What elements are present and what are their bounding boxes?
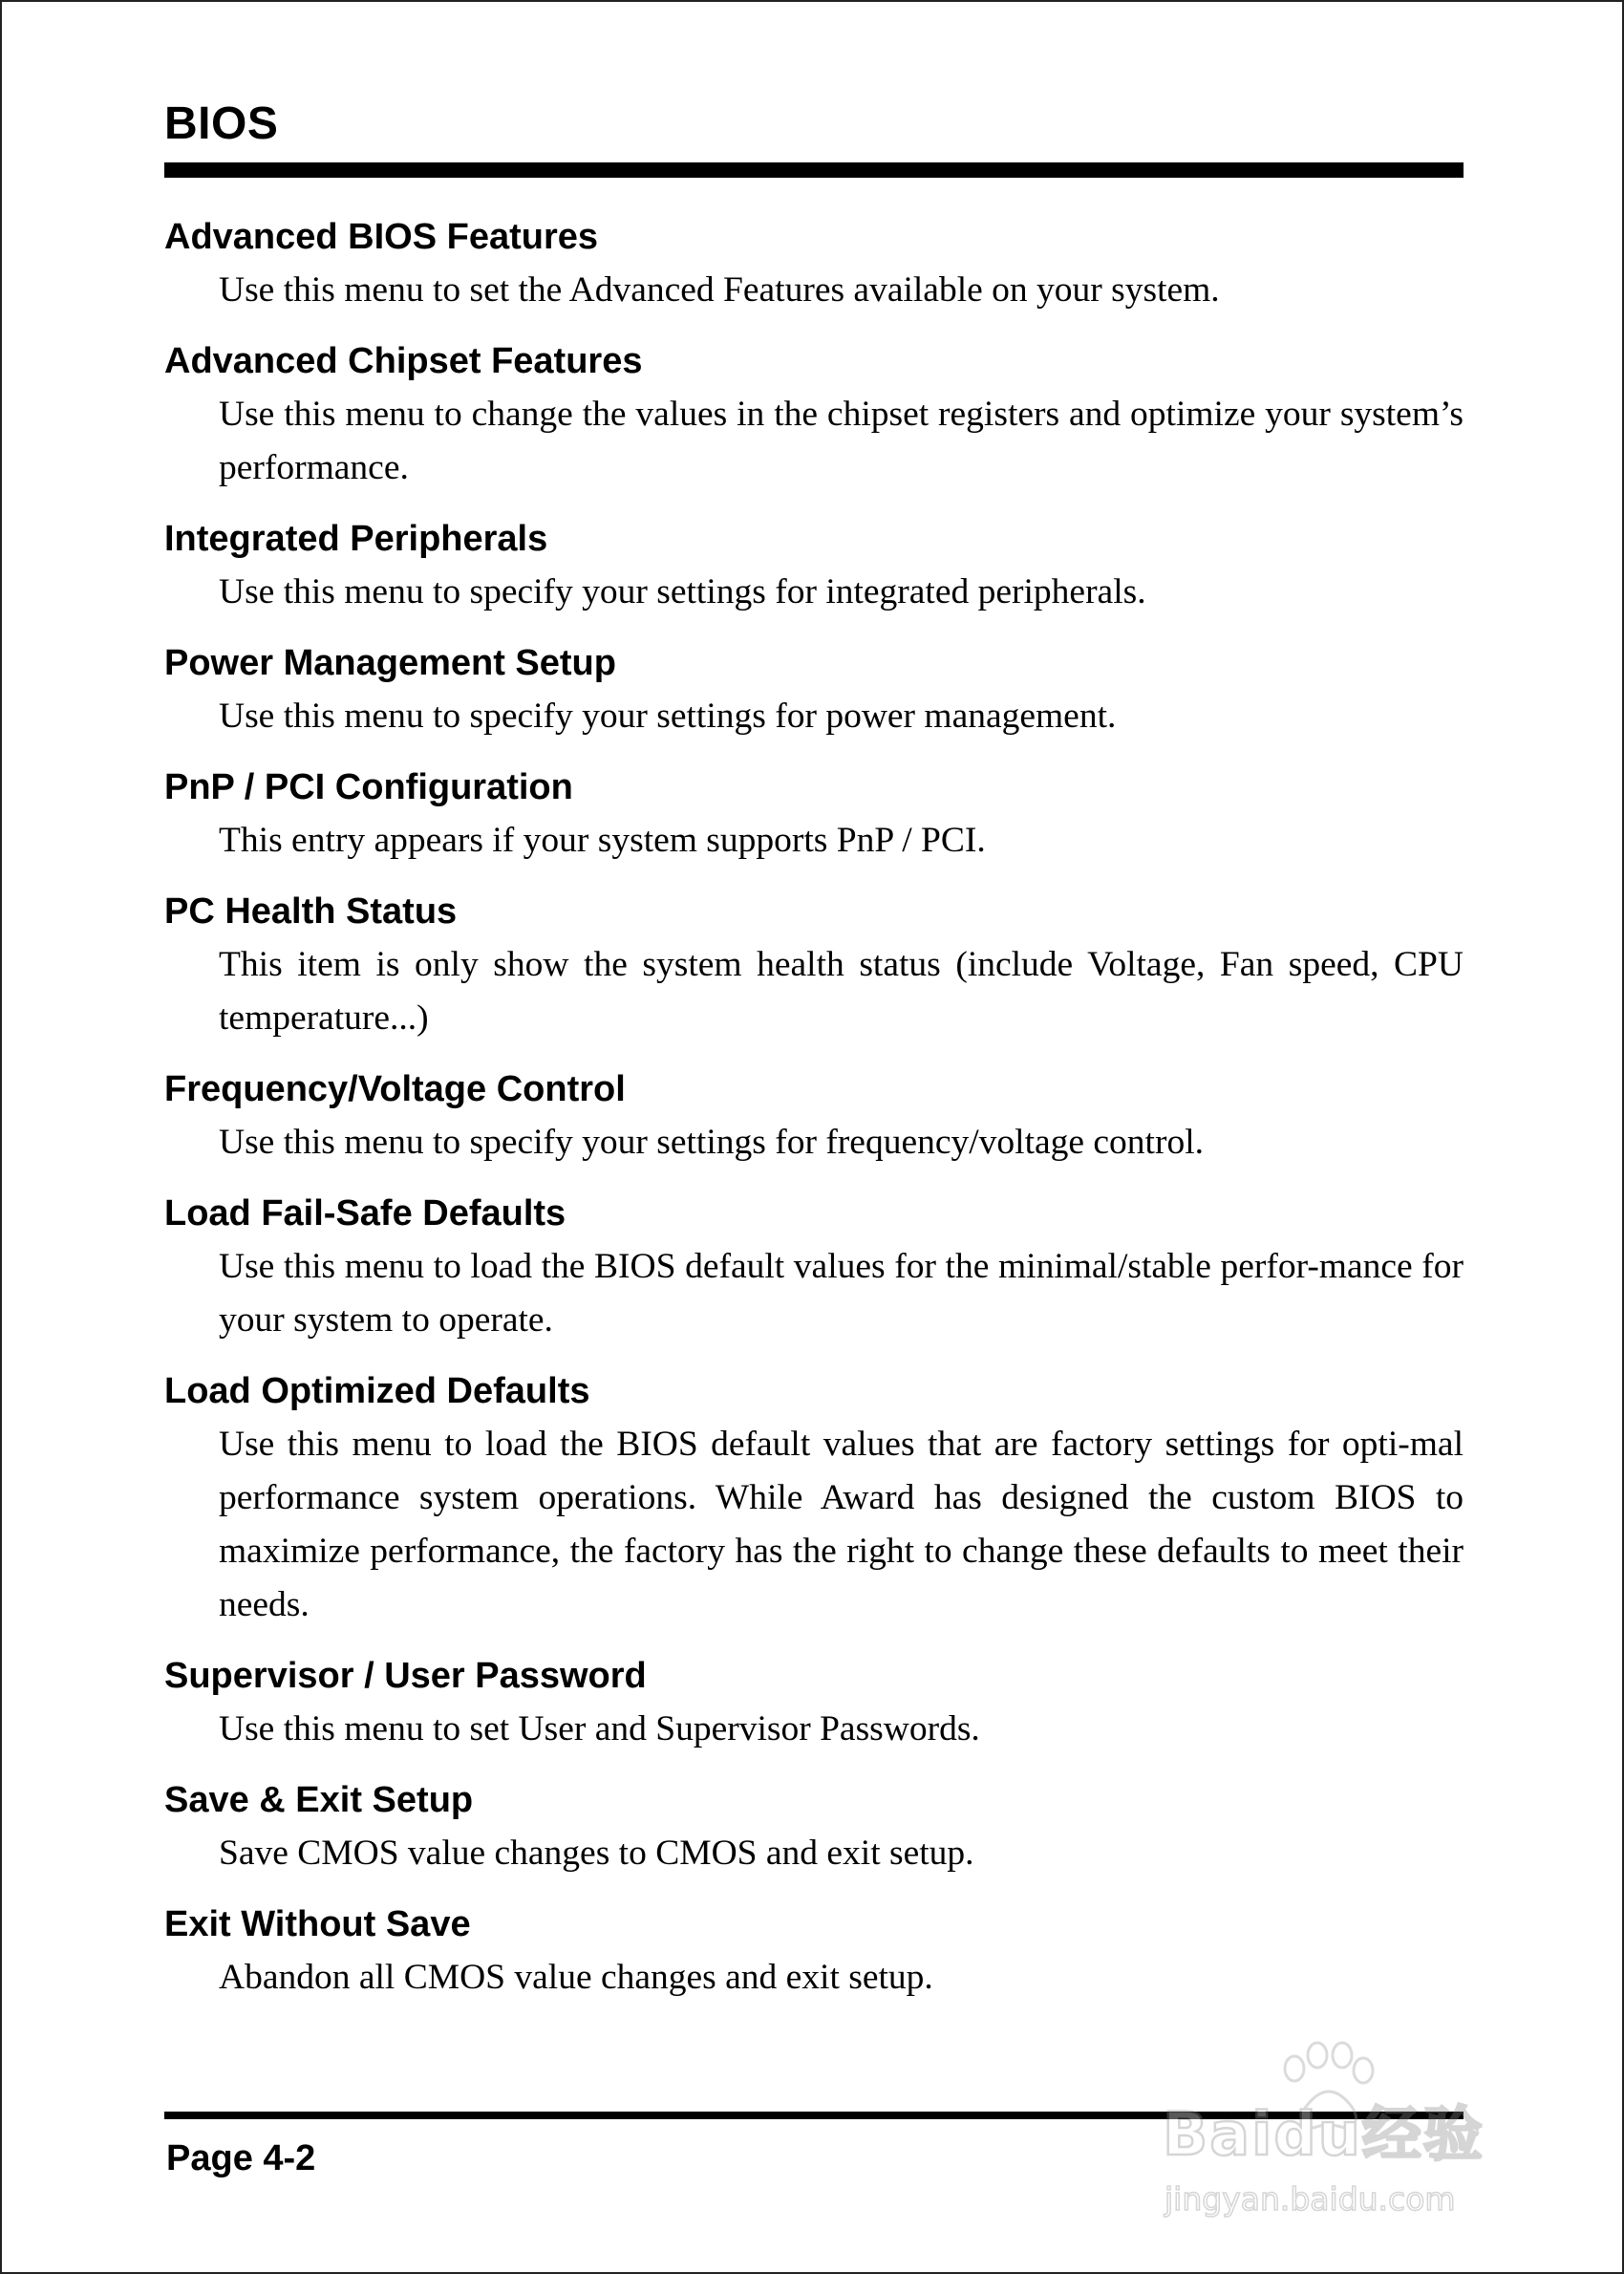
entry-title: Load Fail-Safe Defaults xyxy=(164,1193,566,1234)
entry-title: Integrated Peripherals xyxy=(164,519,548,559)
entry-load-fail-safe-defaults xyxy=(164,1191,1464,1347)
entry-frequency-voltage-control xyxy=(164,1066,1464,1169)
entry-integrated-peripherals xyxy=(164,516,1464,619)
entry-description: Use this menu to set the Advanced Features available on your system. xyxy=(219,270,1220,310)
entry-description: This entry appears if your system supports PnP / PCI. xyxy=(219,821,986,860)
watermark-brand: Baidu经验 xyxy=(1163,2099,1485,2169)
entry-title: PC Health Status xyxy=(164,891,458,932)
entry-title: Advanced Chipset Features xyxy=(164,341,643,381)
watermark-url: jingyan.baidu.com xyxy=(1165,2180,1456,2218)
header-rule xyxy=(164,162,1464,178)
entry-title: PnP / PCI Configuration xyxy=(164,767,573,807)
entry-title: Power Management Setup xyxy=(164,643,616,683)
page-number: Page 4-2 xyxy=(166,2138,316,2178)
menu-descriptions xyxy=(164,214,1464,2026)
entry-description: Use this menu to set User and Supervisor Passwords. xyxy=(219,1709,980,1748)
entry-title: Save & Exit Setup xyxy=(164,1780,474,1820)
entry-save-exit-setup xyxy=(164,1777,1464,1880)
entry-load-optimized-defaults xyxy=(164,1368,1464,1632)
page-header-title: BIOS xyxy=(164,98,279,149)
entry-title: Supervisor / User Password xyxy=(164,1656,647,1696)
entry-description: This item is only show the system health status (include Voltage, Fan speed, CPU temperature...) xyxy=(219,945,1464,1038)
entry-description: Use this menu to specify your settings for power management. xyxy=(219,697,1117,736)
entry-exit-without-save xyxy=(164,1901,1464,2005)
entry-pc-health-status xyxy=(164,889,1464,1045)
entry-title: Advanced BIOS Features xyxy=(164,217,599,257)
baidu-watermark xyxy=(1153,2032,1535,2223)
entry-power-management-setup xyxy=(164,640,1464,743)
entry-description: Abandon all CMOS value changes and exit setup. xyxy=(219,1958,933,1997)
entry-description: Use this menu to specify your settings for integrated peripherals. xyxy=(219,572,1146,611)
entry-description: Save CMOS value changes to CMOS and exit setup. xyxy=(219,1834,974,1873)
entry-supervisor-user-password xyxy=(164,1653,1464,1756)
entry-advanced-chipset-features xyxy=(164,338,1464,495)
entry-description: Use this menu to specify your settings for frequency/voltage control. xyxy=(219,1123,1204,1162)
entry-title: Exit Without Save xyxy=(164,1904,471,1944)
entry-description: Use this menu to load the BIOS default values that are factory settings for opti-mal performance system operations. While Award has designed the custom BIOS to maximize performance, the factory has the right to change these defaults to meet their needs. xyxy=(219,1425,1464,1624)
entry-title: Frequency/Voltage Control xyxy=(164,1069,626,1109)
entry-description: Use this menu to load the BIOS default values for the minimal/stable perfor-mance for your system to operate. xyxy=(219,1247,1464,1340)
entry-pnp-pci-configuration xyxy=(164,764,1464,868)
entry-advanced-bios-features xyxy=(164,214,1464,317)
entry-description: Use this menu to change the values in the chipset registers and optimize your system’s performance. xyxy=(219,395,1464,487)
entry-title: Load Optimized Defaults xyxy=(164,1371,590,1411)
